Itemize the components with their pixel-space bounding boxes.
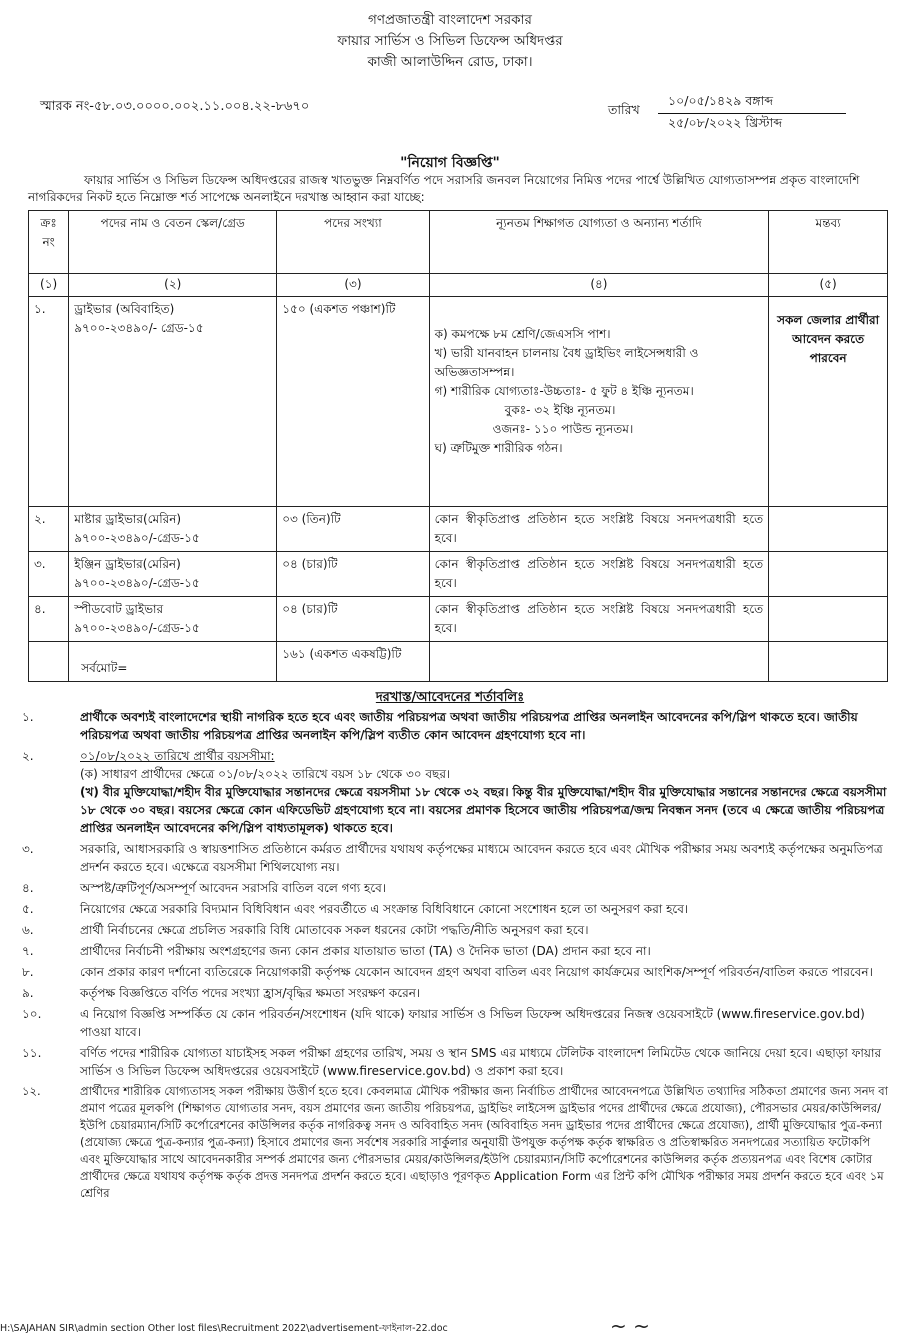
condition-text: কোন প্রকার কারণ দর্শানো ব্যতিরেকে নিয়োগকারী কর্তৃপক্ষ যেকোন আবেদন গ্রহণ অথবা বাতিল এবং নিয়োগ কার্যক্রমের আংশিক/সম্পূর্ণ পরিবর্তন/বাতিল করতে পারবেন। <box>80 965 873 979</box>
condition-item <box>22 840 888 876</box>
header-qualification: ন্যূনতম শিক্ষাগত যোগ্যতা ও অন্যান্য শর্তাদি <box>429 211 769 274</box>
row-count: ০৪ (চার)টি <box>277 552 429 597</box>
condition-item <box>22 1083 888 1202</box>
table-row <box>29 507 888 552</box>
requirement-weight: ওজনঃ- ১১০ পাউন্ড ন্যূনতম। <box>492 422 634 436</box>
row-serial: ১. <box>29 297 69 507</box>
condition-number: ৫. <box>22 902 34 916</box>
col-number: (৪) <box>429 274 769 297</box>
row-remark <box>769 507 888 552</box>
col-number: (৩) <box>277 274 429 297</box>
condition-text: প্রার্থীকে অবশ্যই বাংলাদেশের স্থায়ী নাগরিক হতে হবে এবং জাতীয় পরিচয়পত্র অথবা জাতীয় পরিচয়পত্র প্রাপ্তির অনলাইন আবেদনের কপি/স্লিপ থাকতে হবে। জাতীয় পরিচয়পত্র অথবা জাতীয় পরিচয়পত্র প্রাপ্তির অনলাইন কপি/স্লিপ ব্যতীত কোন আবেদন গ্রহণযোগ্য হবে না। <box>80 710 858 742</box>
condition-text: সরকারি, আধাসরকারি ও স্বায়ত্তশাসিত প্রতিষ্ঠানে কর্মরত প্রার্থীদের যথাযথ কর্তৃপক্ষের মাধ্যমে আবেদন করতে হবে এবং মৌখিক পরীক্ষার সময় অবশ্যই কর্তৃপক্ষের অনুমতিপত্র প্রদর্শন করতে হবে। এক্ষেত্রে বয়সসীমা শিথিলযোগ্য নয়। <box>80 842 883 874</box>
col-number: (১) <box>29 274 69 297</box>
row-requirements: কোন স্বীকৃতিপ্রাপ্ত প্রতিষ্ঠান হতে সংশ্লিষ্ট বিষয়ে সনদপত্রধারী হতে হবে। <box>429 552 769 597</box>
condition-sub-a: (ক) সাধারণ প্রার্থীদের ক্ষেত্রে ০১/০৮/২০২২ তারিখে বয়স ১৮ থেকে ৩০ বছর। <box>80 767 451 781</box>
condition-text: প্রার্থীদের নির্বাচনী পরীক্ষায় অংশগ্রহণের জন্য কোন প্রকার যাতায়াত ভাতা (TA) ও দৈনিক ভাতা (DA) প্রদান করা হবে না। <box>80 944 651 958</box>
conditions-list <box>22 708 888 1205</box>
condition-text: প্রার্থী নির্বাচনের ক্ষেত্রে প্রচলিত সরকারি বিধি মোতাবেক সকল ধরনের কোটা পদ্ধতি/নীতি অনুসরণ করা হবে। <box>80 923 589 937</box>
post-scale: ৯৭০০-২৩৪৯০/- গ্রেড-১৫ <box>74 321 204 335</box>
table-row <box>29 552 888 597</box>
condition-number: ১১. <box>22 1046 42 1060</box>
condition-number: ১২. <box>22 1084 41 1098</box>
row-remark <box>769 552 888 597</box>
total-value: ১৬১ (একশত একষট্টি)টি <box>277 642 429 682</box>
condition-text: অস্পষ্ট/ত্রুটিপূর্ণ/অসম্পূর্ণ আবেদন সরাসরি বাতিল বলে গণ্য হবে। <box>80 881 387 895</box>
row-serial: ৩. <box>29 552 69 597</box>
header-serial: ক্রঃ নং <box>29 211 69 274</box>
row-count: ০৩ (তিন)টি <box>277 507 429 552</box>
row-post <box>69 597 277 642</box>
memo-reference: স্মারক নং-৫৮.০৩.০০০০.০০২.১১.০০৪.২২-৮৬৭০ <box>40 99 310 114</box>
condition-text: ০১/০৮/২০২২ তারিখে প্রার্থীর বয়সসীমা: <box>80 749 275 763</box>
date-label: তারিখ <box>608 102 640 117</box>
requirement-c: গ) শারীরিক যোগ্যতাঃ-উচ্চতাঃ- ৫ ফুট ৪ ইঞ্চি ন্যূনতম। <box>434 384 694 398</box>
condition-text: প্রার্থীদের শারীরিক যোগ্যতাসহ সকল পরীক্ষায় উত্তীর্ণ হতে হবে। কেবলমাত্র মৌখিক পরীক্ষার জন্য নির্বাচিত প্রার্থীদের আবেদনপত্রে উল্লিখিত তথ্যাদির সঠিকতা প্রমাণের জন্য সনদ বা প্রমাণ পত্রের মূলকপি (শিক্ষাগত যোগ্যতার সনদ, বয়স প্রমাণের জন্য জাতীয় পরিচয়পত্র, ড্রাইভিং লাইসেন্স ড্রাইভার পদের প্রার্থীদের ক্ষেত্রে প্রযোজ্য), পৌরসভার মেয়র/কাউন্সিলর/ইউপি চেয়ারম্যান/সিটি কর্পোরেশনের কাউন্সিলর কর্তৃক নাগরিকত্ব সনদ ও অবিবাহিত সনদ (অবিবাহিত সনদ ড্রাইভার পদের প্রার্থীদের ক্ষেত্রে প্রযোজ্য), প্রার্থী মুক্তিযোদ্ধার পুত্র-কন্যা (প্রযোজ্য ক্ষেত্রে পুত্র-কন্যার পুত্র-কন্যা) হিসাবে প্রমাণের জন্য সর্বশেষ সরকারি সার্কুলার অনুযায়ী উপযুক্ত কর্তৃপক্ষ কর্তৃক স্বাক্ষরিত ও প্রতিস্বাক্ষরিত সনদপত্রের সত্যায়িত ফটোকপি এবং মুক্তিযোদ্ধার সাথে আবেদনকারীর সম্পর্ক প্রমাণের জন্য পৌরসভার মেয়র/কাউন্সিলর/ইউপি চেয়ারম্যান/সিটি কর্পোরেশনের কাউন্সিলর কর্তৃক প্রত্যয়নপত্র এবং বিশেষ কোটার প্রার্থীদের ক্ষেত্রে যথাযথ কর্তৃপক্ষ কর্তৃক প্রদত্ত সনদপত্র প্রদর্শন করতে হবে। এছাড়াও পূরণকৃত Application Form এর প্রিন্ট কপি মৌখিক পরীক্ষার সময় প্রদর্শন করতে হবে এবং ১ম শ্রেণির <box>80 1084 888 1200</box>
row-post <box>69 297 277 507</box>
post-scale: ৯৭০০-২৩৪৯০/-গ্রেড-১৫ <box>74 576 200 590</box>
condition-item <box>22 879 888 897</box>
conditions-title: দরখাস্ত/আবেদনের শর্তাবলিঃ <box>375 690 525 705</box>
condition-item <box>22 1044 888 1080</box>
condition-text: কর্তৃপক্ষ বিজ্ঞপ্তিতে বর্ণিত পদের সংখ্যা হ্রাস/বৃদ্ধির ক্ষমতা সংরক্ষণ করেন। <box>80 986 421 1000</box>
date-english: ২৫/০৮/২০২২ খ্রিস্টাব্দ <box>668 115 783 130</box>
department-name: ফায়ার সার্ভিস ও সিভিল ডিফেন্স অধিদপ্তর <box>337 33 563 49</box>
condition-sub-b <box>80 783 888 837</box>
table-row <box>29 297 888 507</box>
condition-item <box>22 900 888 918</box>
posts-table <box>28 210 888 682</box>
row-post <box>69 552 277 597</box>
row-remark: সকল জেলার প্রার্থীরা আবেদন করতে পারবেন <box>769 297 888 507</box>
header-count: পদের সংখ্যা <box>277 211 429 274</box>
intro-paragraph: ফায়ার সার্ভিস ও সিভিল ডিফেন্স অধিদপ্তরের রাজস্ব খাতভুক্ত নিম্নবর্ণিত পদে সরাসরি জনবল নিয়োগের নিমিত্ত পদের পার্শ্বে উল্লিখিত যোগ্যতাসম্পন্ন প্রকৃত বাংলাদেশি নাগরিকদের নিকট হতে নিম্নোক্ত শর্ত সাপেক্ষে অনলাইনে দরখাস্ত আহ্বান করা যাচ্ছে: <box>28 173 860 204</box>
requirement-d: ঘ) ত্রুটিমুক্ত শারীরিক গঠন। <box>434 441 563 455</box>
notice-title: "নিয়োগ বিজ্ঞপ্তি" <box>400 155 500 171</box>
condition-item <box>22 708 888 744</box>
table-header-row <box>29 211 888 274</box>
letterhead <box>0 10 900 73</box>
post-name: স্পীডবোট ড্রাইভার <box>74 602 164 616</box>
post-name: ড্রাইভার (অবিবাহিত) <box>74 302 175 316</box>
table-row <box>29 597 888 642</box>
condition-text: নিয়োগের ক্ষেত্রে সরকারি বিদ্যমান বিধিবিধান এবং পরবর্তীতে এ সংক্রান্ত বিধিবিধানে কোনো সংশোধন হলে তা অনুসরণ করা হবে। <box>80 902 689 916</box>
post-name: ইঞ্জিন ড্রাইভার(মেরিন) <box>74 557 181 571</box>
header-post: পদের নাম ও বেতন স্কেল/গ্রেড <box>69 211 277 274</box>
condition-sub-b-rest: কিন্তু বীর মুক্তিযোদ্ধা/শহীদ বীর মুক্তিযোদ্ধার সন্তানের সন্তানদের ক্ষেত্রে বয়সসীমা ১৮ থেকে ৩০ বছর। বয়সের ক্ষেত্রে কোন এফিডেভিট গ্রহণযোগ্য হবে না। বয়সের প্রমাণক হিসেবে জাতীয় পরিচয়পত্র/জন্ম নিবন্ধন সনদ (তবে এ ক্ষেত্রে জাতীয় পরিচয়পত্র প্রাপ্তির অনলাইন আবেদনের কপি/স্লিপ বাধ্যতামূলক) থাকতে হবে। <box>80 785 887 835</box>
condition-item <box>22 984 888 1002</box>
col-number: (৫) <box>769 274 888 297</box>
gov-name: গণপ্রজাতন্ত্রী বাংলাদেশ সরকার <box>368 12 532 28</box>
requirement-b: খ) ভারী যানবাহন চালনায় বৈধ ড্রাইভিং লাইসেন্সধারী ও অভিজ্ঞতাসম্পন্ন। <box>434 346 699 379</box>
condition-item <box>22 942 888 960</box>
requirement-a: ক) কমপক্ষে ৮ম শ্রেণি/জেএসসি পাশ। <box>434 327 611 341</box>
condition-text: বর্ণিত পদের শারীরিক যোগ্যতা যাচাইসহ সকল পরীক্ষা গ্রহণের তারিখ, সময় ও স্থান SMS এর মাধ্যমে টেলিটক বাংলাদেশ লিমিটেড থেকে জানিয়ে দেয়া হবে। এছাড়া ফায়ার সার্ভিস ও সিভিল ডিফেন্স অধিদপ্তরের ওয়েবসাইটে (www.fireservice.gov.bd) ও প্রকাশ করা হবে। <box>80 1046 882 1078</box>
condition-number: ৭. <box>22 944 34 958</box>
row-remark <box>769 597 888 642</box>
row-count: ০৪ (চার)টি <box>277 597 429 642</box>
condition-sub-b-bold: (খ) বীর মুক্তিযোদ্ধা/শহীদ বীর মুক্তিযোদ্ধার সন্তানদের ক্ষেত্রে বয়সসীমা ১৮ থেকে ৩২ বছর। <box>80 785 509 799</box>
file-path-footer: H:\SAJAHAN SIR\admin section Other lost files\Recruitment 2022\advertisement-ফাইনাল-22.doc <box>0 1323 448 1334</box>
condition-item <box>22 963 888 981</box>
post-scale: ৯৭০০-২৩৪৯০/-গ্রেড-১৫ <box>74 531 200 545</box>
condition-number: ১. <box>22 710 34 724</box>
row-serial: ২. <box>29 507 69 552</box>
condition-number: ১০. <box>22 1007 42 1021</box>
department-address: কাজী আলাউদ্দিন রোড, ঢাকা। <box>367 54 533 70</box>
row-requirements <box>429 297 769 507</box>
row-requirements: কোন স্বীকৃতিপ্রাপ্ত প্রতিষ্ঠান হতে সংশ্লিষ্ট বিষয়ে সনদপত্রধারী হতে হবে। <box>429 597 769 642</box>
column-number-row <box>29 274 888 297</box>
condition-number: ৪. <box>22 881 34 895</box>
condition-number: ৯. <box>22 986 34 1000</box>
condition-number: ২. <box>22 749 34 763</box>
total-remark <box>769 642 888 682</box>
signature-mark: ~ ~ <box>610 1314 650 1338</box>
date-bangla: ১০/০৫/১৪২৯ বঙ্গাব্দ <box>658 93 846 114</box>
condition-item <box>22 921 888 939</box>
condition-item <box>22 1005 888 1041</box>
condition-text: এ নিয়োগ বিজ্ঞপ্তি সম্পর্কিত যে কোন পরিবর্তন/সংশোধন (যদি থাকে) ফায়ার সার্ভিস ও সিভিল ডিফেন্স অধিদপ্তরের নিজস্ব ওয়েবসাইটে (www.fireservice.gov.bd) পাওয়া যাবে। <box>80 1007 865 1039</box>
total-row <box>29 642 888 682</box>
header-remark: মন্তব্য <box>769 211 888 274</box>
condition-item <box>22 747 888 837</box>
total-serial <box>29 642 69 682</box>
total-label: সর্বমোট= <box>69 642 277 682</box>
col-number: (২) <box>69 274 277 297</box>
row-requirements: কোন স্বীকৃতিপ্রাপ্ত প্রতিষ্ঠান হতে সংশ্লিষ্ট বিষয়ে সনদপত্রধারী হতে হবে। <box>429 507 769 552</box>
post-name: মাষ্টার ড্রাইভার(মেরিন) <box>74 512 182 526</box>
condition-number: ৬. <box>22 923 34 937</box>
row-post <box>69 507 277 552</box>
requirement-chest: বুকঃ- ৩২ ইঞ্চি ন্যূনতম। <box>504 403 616 417</box>
total-requirements <box>429 642 769 682</box>
post-scale: ৯৭০০-২৩৪৯০/-গ্রেড-১৫ <box>74 621 200 635</box>
row-count: ১৫০ (একশত পঞ্চাশ)টি <box>277 297 429 507</box>
condition-number: ৩. <box>22 842 34 856</box>
row-serial: ৪. <box>29 597 69 642</box>
condition-number: ৮. <box>22 965 34 979</box>
